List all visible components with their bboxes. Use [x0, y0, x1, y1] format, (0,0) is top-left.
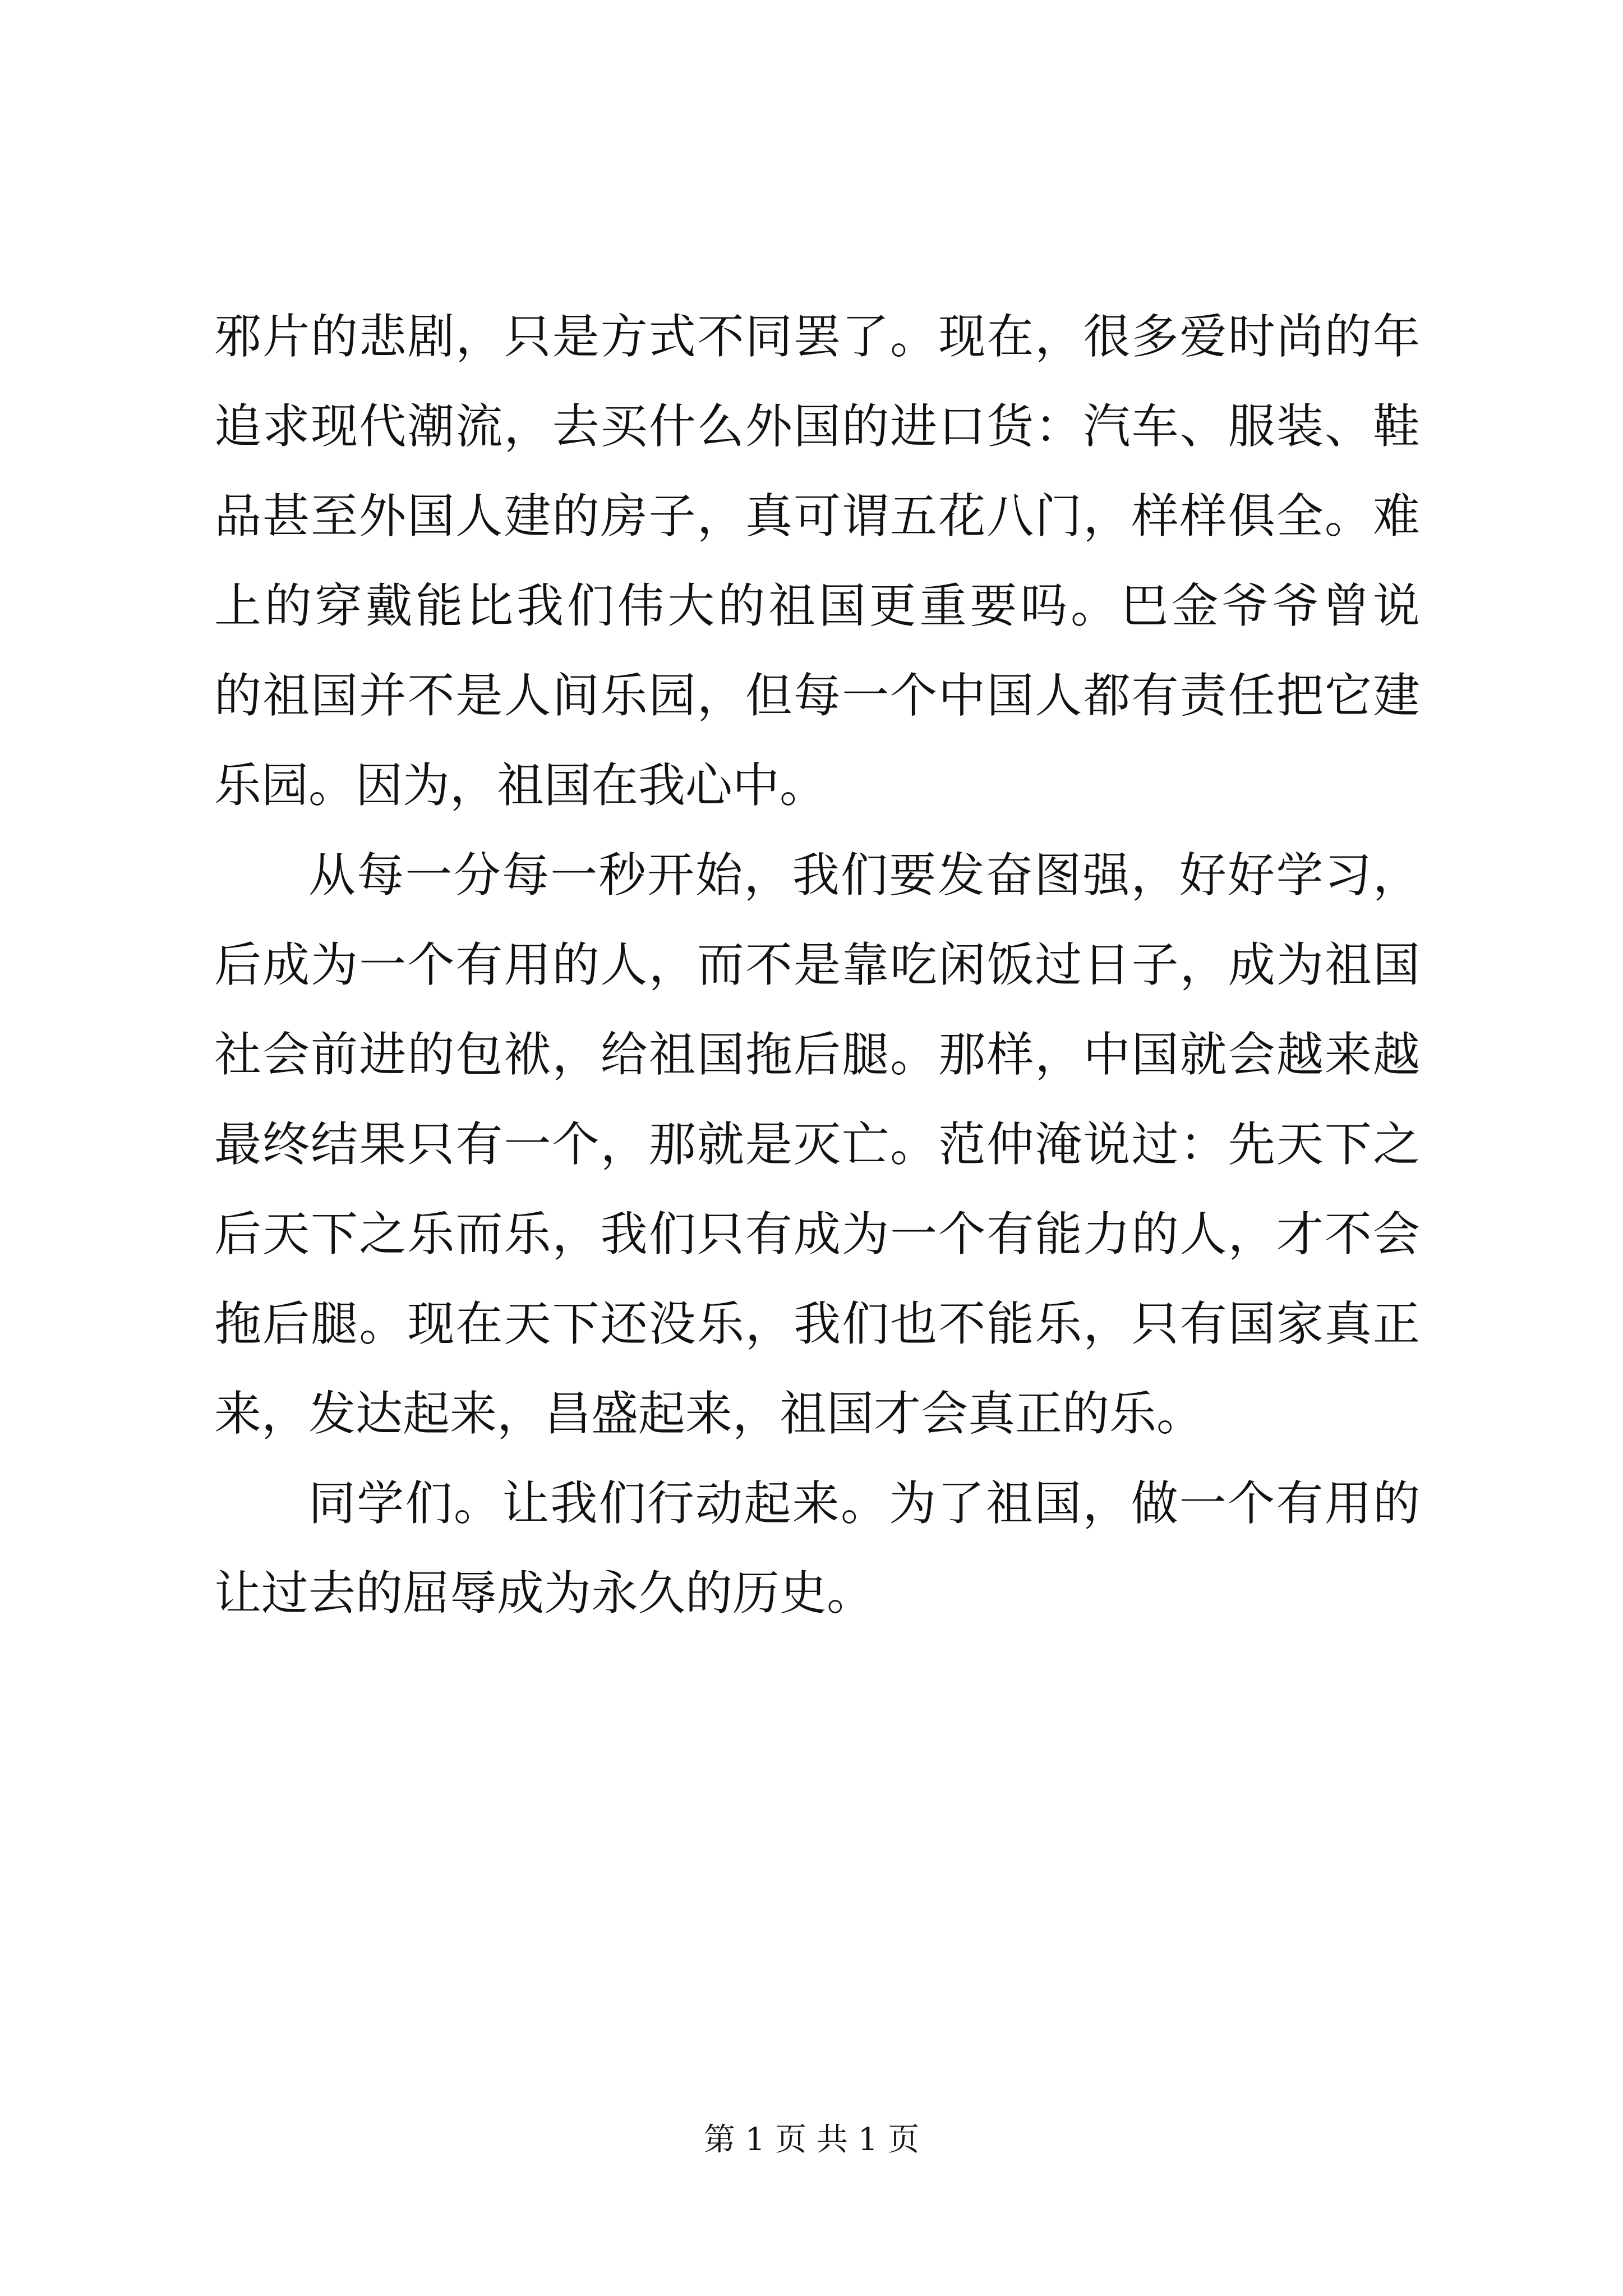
- text-line: 让过去的屈辱成为永久的历史。: [214, 1566, 874, 1621]
- text-line: 的祖国并不是人间乐园，但每一个中国人都有责任把它建: [214, 668, 1420, 723]
- text-line: 上的穿戴能比我们伟大的祖国更重要吗。巴金爷爷曾说: [214, 578, 1420, 633]
- text-line: 最终结果只有一个，那就是灭亡。范仲淹说过：先天下之: [214, 1117, 1420, 1172]
- text-line: 品甚至外国人建的房子，真可谓五花八门，样样俱全。难: [214, 489, 1420, 544]
- text-line: 追求现代潮流，去买什么外国的进口货：汽车、服装、鞋: [214, 399, 1420, 454]
- text-line: 邪片的悲剧，只是方式不同罢了。现在，很多爱时尚的年: [214, 309, 1420, 364]
- text-line: 社会前进的包袱，给祖国拖后腿。那样，中国就会越来越: [214, 1027, 1420, 1082]
- paragraph-2: [214, 830, 1420, 1458]
- paragraph-1: [214, 292, 1420, 830]
- page-footer: 第 1 页 共 1 页: [703, 2122, 920, 2158]
- text-line: 同学们。让我们行动起来。为了祖国，做一个有用的: [308, 1476, 1420, 1531]
- paragraph-3: [214, 1458, 1420, 1638]
- text-line: 乐园。因为，祖国在我心中。: [214, 758, 827, 813]
- document-body: [214, 292, 1420, 1638]
- text-line: 来，发达起来，昌盛起来，祖国才会真正的乐。: [214, 1386, 1204, 1441]
- text-line: 拖后腿。现在天下还没乐，我们也不能乐，只有国家真正: [214, 1296, 1420, 1351]
- text-line: 后天下之乐而乐，我们只有成为一个有能力的人，才不会: [214, 1207, 1420, 1262]
- text-line: 从每一分每一秒开始，我们要发奋图强，好好学习，: [308, 848, 1420, 903]
- text-line: 后成为一个有用的人，而不是靠吃闲饭过日子，成为祖国: [214, 937, 1420, 992]
